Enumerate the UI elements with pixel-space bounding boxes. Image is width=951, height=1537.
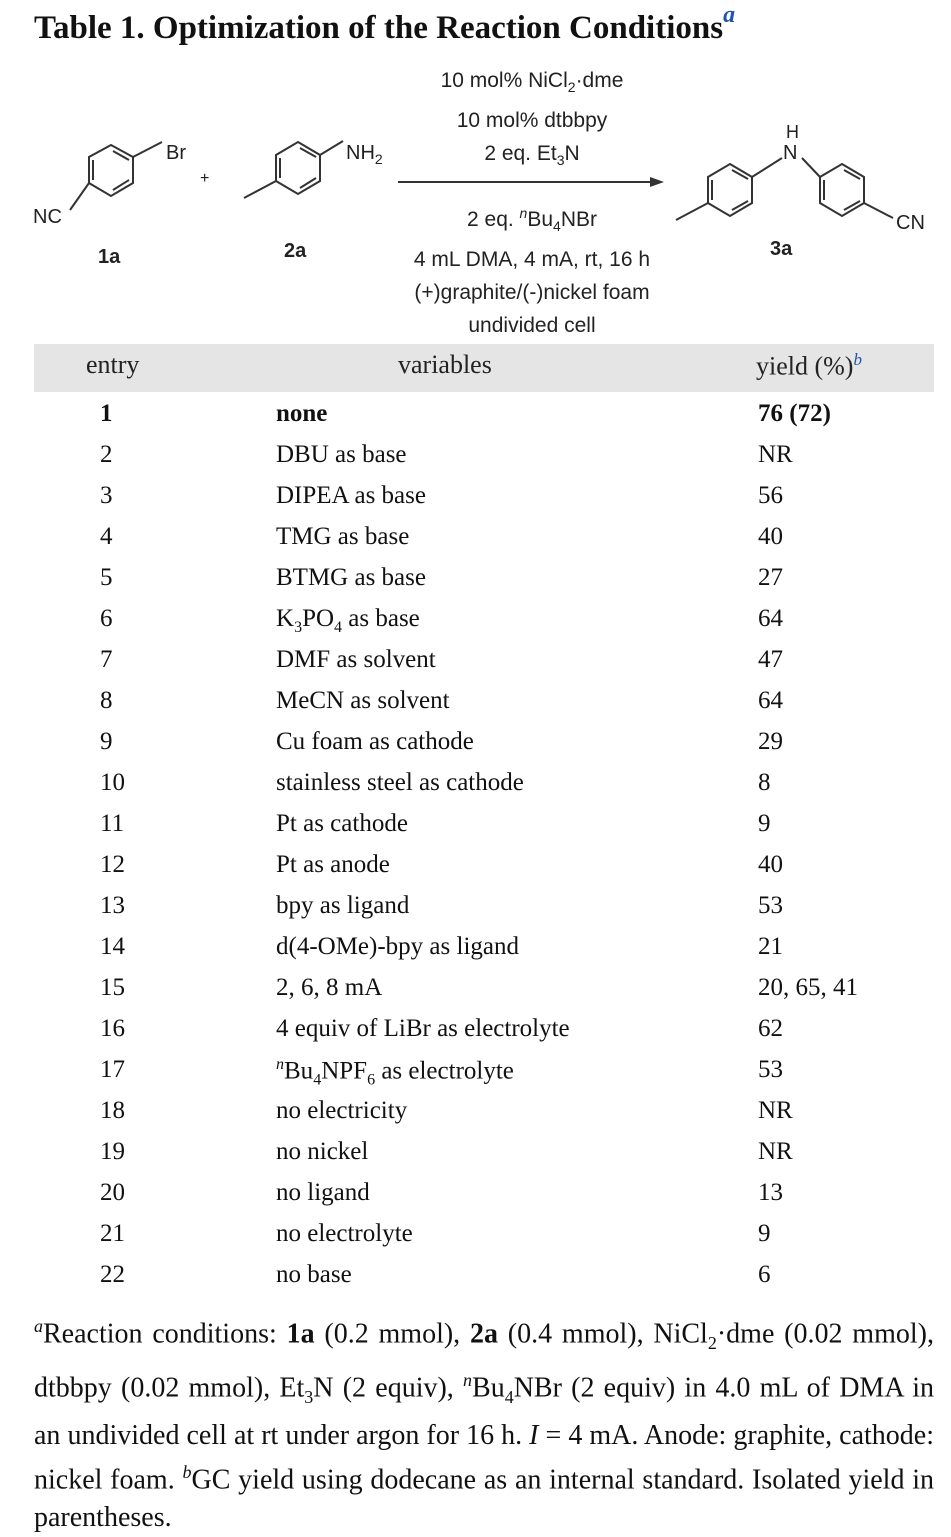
table-title-text: Table 1. Optimization of the Reaction Conditions bbox=[34, 10, 724, 46]
table-row bbox=[0, 601, 951, 642]
cell-yield: 47 bbox=[758, 646, 783, 673]
benzene-ring-3a-left bbox=[708, 164, 752, 216]
benzene-ring-2a bbox=[276, 142, 320, 194]
cell-yield: 53 bbox=[758, 892, 783, 919]
header-yield-marker: b bbox=[853, 350, 862, 369]
table-row bbox=[0, 478, 951, 519]
table-row bbox=[0, 847, 951, 888]
cell-entry: 17 bbox=[100, 1056, 125, 1083]
compound-label-2a: 2a bbox=[284, 240, 307, 262]
nh-h-label: H bbox=[786, 122, 799, 142]
nc-label: NC bbox=[33, 206, 62, 228]
cell-variables: BTMG as base bbox=[276, 564, 426, 591]
table-title bbox=[34, 2, 736, 47]
header-yield bbox=[756, 350, 862, 382]
nh2-subscript: 2 bbox=[374, 151, 383, 167]
reaction-scheme bbox=[0, 60, 951, 340]
cell-entry: 3 bbox=[100, 482, 113, 509]
cell-variables: TMG as base bbox=[276, 523, 410, 550]
footnote-marker-b: b bbox=[182, 1462, 192, 1483]
condition-solvent: 4 mL DMA, 4 mA, rt, 16 h bbox=[413, 248, 651, 272]
condition-electrolyte: 2 eq. $^nBu_4NBr$ bbox=[467, 205, 597, 235]
condition-base: 2 eq. $Et_3N$ bbox=[484, 142, 580, 169]
condition-ligand: 10 mol% dtbbpy bbox=[456, 109, 608, 133]
cell-variables: 2, 6, 8 mA bbox=[276, 974, 383, 1001]
table-row bbox=[0, 1052, 951, 1093]
cell-yield: 64 bbox=[758, 605, 783, 632]
cell-variables: none bbox=[276, 400, 328, 427]
cell-variables: no base bbox=[276, 1261, 352, 1288]
cell-variables: no ligand bbox=[276, 1179, 370, 1206]
table-row bbox=[0, 1175, 951, 1216]
cell-yield: 21 bbox=[758, 933, 783, 960]
cell-variables: Pt as anode bbox=[276, 851, 390, 878]
cell-entry: 11 bbox=[100, 810, 125, 837]
nh2-label bbox=[346, 142, 383, 167]
cell-yield: 9 bbox=[758, 1220, 771, 1247]
compound-label-3a: 3a bbox=[770, 238, 793, 260]
table-footnote: $^a$Reaction conditions: 1a (0.2 mmol), 2a (0.4 mmol), NiCl$_2$·dme (0.02 mmol), dtbbpy (0.02 mmol), $Et_3N$ (2 equiv), $^nBu_4NBr$ (2 equiv) in 4.0 mL of DMA in an undivided cell at rt under argon for 16 h. I = 4 mA. Anode: graphite, cathode: nickel foam. $^b$GC yield using dodecane as an internal standard. Isolated yield in parentheses. bbox=[34, 1316, 935, 1534]
table-row bbox=[0, 519, 951, 560]
cell-yield: 8 bbox=[758, 769, 771, 796]
cell-variables: Cu foam as cathode bbox=[276, 728, 474, 755]
cell-entry: 13 bbox=[100, 892, 125, 919]
cn-label: CN bbox=[896, 212, 925, 234]
cell-entry: 9 bbox=[100, 728, 113, 755]
footnote-marker-a: a bbox=[34, 1316, 43, 1336]
table-body bbox=[0, 396, 951, 1298]
bond-methyl-2a bbox=[244, 181, 276, 198]
cell-variables: $^nBu_4NPF_6$ as electrolyte bbox=[276, 1056, 514, 1089]
cell-entry: 1 bbox=[100, 400, 113, 427]
cell-entry: 8 bbox=[100, 687, 113, 714]
cell-variables: DBU as base bbox=[276, 441, 407, 468]
table-row bbox=[0, 888, 951, 929]
cell-yield: 40 bbox=[758, 851, 783, 878]
bond-cn-3a bbox=[864, 203, 893, 218]
table-row bbox=[0, 929, 951, 970]
condition-catalyst: 10 mol% NiCl$_2$·dme bbox=[440, 69, 624, 96]
cell-variables: d(4-OMe)-bpy as ligand bbox=[276, 933, 519, 960]
cell-entry: 10 bbox=[100, 769, 125, 796]
cell-variables: DIPEA as base bbox=[276, 482, 426, 509]
table-row bbox=[0, 970, 951, 1011]
cell-entry: 5 bbox=[100, 564, 113, 591]
cell-variables: $K_3PO_4$ as base bbox=[276, 605, 420, 636]
cell-variables: no nickel bbox=[276, 1138, 369, 1165]
cell-variables: no electricity bbox=[276, 1097, 408, 1124]
benzene-ring-1a bbox=[89, 145, 133, 196]
nh-n-label: N bbox=[783, 142, 798, 164]
cell-entry: 4 bbox=[100, 523, 113, 550]
cell-yield: 29 bbox=[758, 728, 783, 755]
table-row bbox=[0, 683, 951, 724]
cell-yield: NR bbox=[758, 441, 793, 468]
cell-entry: 7 bbox=[100, 646, 113, 673]
header-variables: variables bbox=[398, 350, 492, 379]
header-yield-text: yield (%) bbox=[756, 351, 854, 381]
br-label: Br bbox=[166, 142, 186, 164]
bond-nh2 bbox=[320, 141, 343, 155]
cell-entry: 18 bbox=[100, 1097, 125, 1124]
table-row bbox=[0, 642, 951, 683]
benzene-ring-3a-right bbox=[820, 164, 864, 216]
cell-entry: 22 bbox=[100, 1261, 125, 1288]
table-row bbox=[0, 765, 951, 806]
condition-electrodes: (+)graphite/(-)nickel foam bbox=[414, 281, 650, 305]
cell-entry: 6 bbox=[100, 605, 113, 632]
table-row bbox=[0, 437, 951, 478]
cell-variables: 4 equiv of LiBr as electrolyte bbox=[276, 1015, 570, 1042]
bond-cn-1a bbox=[70, 183, 89, 210]
header-entry: entry bbox=[86, 350, 140, 379]
cell-yield: 20, 65, 41 bbox=[758, 974, 858, 1001]
cell-yield: 53 bbox=[758, 1056, 783, 1083]
cell-yield: 6 bbox=[758, 1261, 771, 1288]
nh2-text: NH bbox=[346, 142, 375, 164]
cell-entry: 14 bbox=[100, 933, 125, 960]
table-row bbox=[0, 1011, 951, 1052]
cell-yield: NR bbox=[758, 1138, 793, 1165]
cell-yield: 13 bbox=[758, 1179, 783, 1206]
cell-entry: 20 bbox=[100, 1179, 125, 1206]
cell-yield: 9 bbox=[758, 810, 771, 837]
cell-entry: 2 bbox=[100, 441, 113, 468]
cell-variables: stainless steel as cathode bbox=[276, 769, 524, 796]
cell-entry: 21 bbox=[100, 1220, 125, 1247]
table-row bbox=[0, 1134, 951, 1175]
table-row bbox=[0, 1093, 951, 1134]
cell-entry: 16 bbox=[100, 1015, 125, 1042]
table-row bbox=[0, 1257, 951, 1298]
conditions-below-arrow bbox=[380, 197, 684, 342]
cell-variables: Pt as cathode bbox=[276, 810, 408, 837]
cell-yield: 40 bbox=[758, 523, 783, 550]
cell-variables: no electrolyte bbox=[276, 1220, 413, 1247]
cell-yield: NR bbox=[758, 1097, 793, 1124]
cell-yield: 62 bbox=[758, 1015, 783, 1042]
cell-yield: 64 bbox=[758, 687, 783, 714]
cell-variables: MeCN as solvent bbox=[276, 687, 450, 714]
compound-label-1a: 1a bbox=[98, 246, 121, 268]
table-row bbox=[0, 1216, 951, 1257]
cell-entry: 12 bbox=[100, 851, 125, 878]
table-row bbox=[0, 560, 951, 601]
table-row bbox=[0, 724, 951, 765]
plus-sign: + bbox=[200, 170, 210, 187]
cell-entry: 19 bbox=[100, 1138, 125, 1165]
cell-entry: 15 bbox=[100, 974, 125, 1001]
table-row bbox=[0, 806, 951, 847]
conditions-above-arrow bbox=[380, 64, 684, 177]
title-footnote-marker: a bbox=[723, 2, 736, 28]
table-header bbox=[34, 344, 934, 392]
cell-yield: 76 (72) bbox=[758, 400, 831, 427]
footnote-b-text: GC yield using dodecane as an internal standard. Isolated yield in parentheses. bbox=[34, 1464, 935, 1534]
cell-variables: DMF as solvent bbox=[276, 646, 436, 673]
table-row bbox=[0, 396, 951, 437]
cell-yield: 56 bbox=[758, 482, 783, 509]
bond-br bbox=[133, 142, 162, 157]
condition-cell: undivided cell bbox=[468, 314, 596, 338]
cell-yield: 27 bbox=[758, 564, 783, 591]
cell-variables: bpy as ligand bbox=[276, 892, 410, 919]
